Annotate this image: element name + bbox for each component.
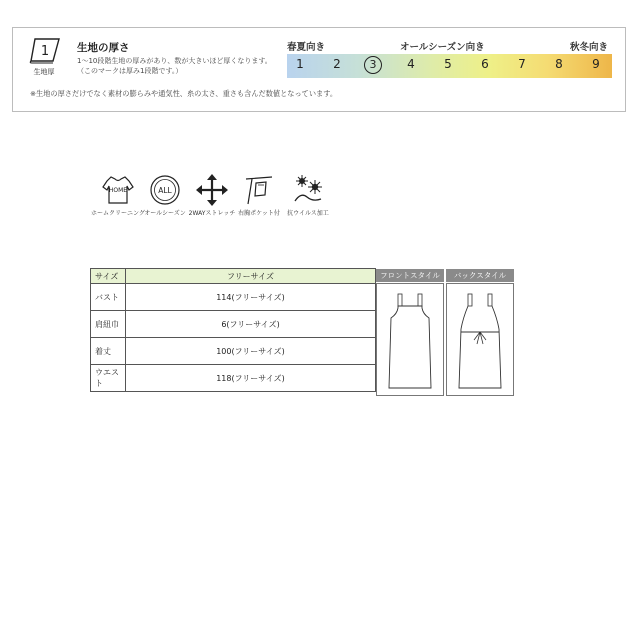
- thickness-scale-9: 9: [592, 57, 600, 71]
- fabric-thickness-icon-label: 生地厚: [33, 68, 55, 76]
- table-row: [91, 338, 376, 365]
- table-row: [91, 365, 376, 392]
- two-way-stretch-icon: [195, 173, 229, 207]
- season-label-all-season: オールシーズン向き: [400, 42, 485, 53]
- thickness-scale-5: 5: [444, 57, 452, 71]
- feature-home-cleaning: [91, 173, 145, 217]
- feature-all-season: [140, 173, 190, 217]
- home-cleaning-icon: [101, 173, 135, 207]
- svg-text:ALL: ALL: [158, 186, 172, 195]
- thickness-scale-6: 6: [481, 57, 489, 71]
- back-style-image: [446, 283, 514, 396]
- size-table-header-value: フリーサイズ: [126, 269, 376, 284]
- size-table-header-label: サイズ: [91, 269, 126, 284]
- fabric-thickness-note: ※生地の厚さだけでなく素材の膨らみや通気性、糸の太さ、重さも含んだ数値となっています。: [30, 89, 338, 98]
- season-label-spring-summer: 春夏向き: [287, 42, 326, 53]
- feature-all-season-label: オールシーズン: [144, 210, 186, 217]
- fabric-thickness-icon: [29, 35, 63, 65]
- thickness-scale-7: 7: [518, 57, 526, 71]
- size-row-value: 118(フリーサイズ): [126, 365, 376, 392]
- size-row-label: 肩紐巾: [91, 311, 126, 338]
- feature-2way-stretch-label: 2WAYストレッチ: [188, 210, 236, 217]
- feature-antiviral-label: 抗ウイルス加工: [287, 210, 329, 217]
- table-row: [91, 284, 376, 311]
- table-row: [91, 311, 376, 338]
- size-row-value: 100(フリーサイズ): [126, 338, 376, 365]
- thickness-scale-3-selected: 3: [364, 56, 382, 74]
- size-row-value: 114(フリーサイズ): [126, 284, 376, 311]
- apron-back-illustration: [447, 284, 513, 395]
- apron-front-illustration: [377, 284, 443, 395]
- fabric-thickness-icon-number: 1: [40, 44, 50, 59]
- front-style-image: [376, 283, 444, 396]
- front-style-header: フロントスタイル: [376, 269, 444, 282]
- size-row-value: 6(フリーサイズ): [126, 311, 376, 338]
- fabric-thickness-description-2: （このマークは厚み1段階です。）: [77, 67, 183, 75]
- thickness-scale-4: 4: [407, 57, 415, 71]
- thickness-scale-8: 8: [555, 57, 563, 71]
- svg-text:HOME: HOME: [108, 187, 128, 194]
- size-table: [90, 268, 376, 392]
- back-style-header: バックスタイル: [446, 269, 514, 282]
- feature-home-cleaning-label: ホームクリーニング: [91, 210, 145, 217]
- fabric-thickness-description-1: 1～10段階生地の厚みがあり、数が大きいほど厚くなります。: [77, 57, 272, 65]
- season-label-autumn-winter: 秋冬向き: [570, 42, 609, 53]
- thickness-scale-1: 1: [296, 57, 304, 71]
- feature-right-chest-pocket-label: 右胸ポケット付: [238, 210, 280, 217]
- feature-antiviral: [283, 173, 333, 217]
- thickness-scale-2: 2: [333, 57, 341, 71]
- size-table-header: [91, 269, 376, 284]
- feature-right-chest-pocket: [234, 173, 284, 217]
- size-row-label: 着丈: [91, 338, 126, 365]
- right-chest-pocket-icon: [242, 173, 276, 207]
- all-season-icon: [148, 173, 182, 207]
- fabric-thickness-title: 生地の厚さ: [77, 42, 130, 54]
- size-row-label: バスト: [91, 284, 126, 311]
- size-row-label: ウエスト: [91, 365, 126, 392]
- antiviral-icon: [291, 173, 325, 207]
- feature-2way-stretch: [187, 173, 237, 217]
